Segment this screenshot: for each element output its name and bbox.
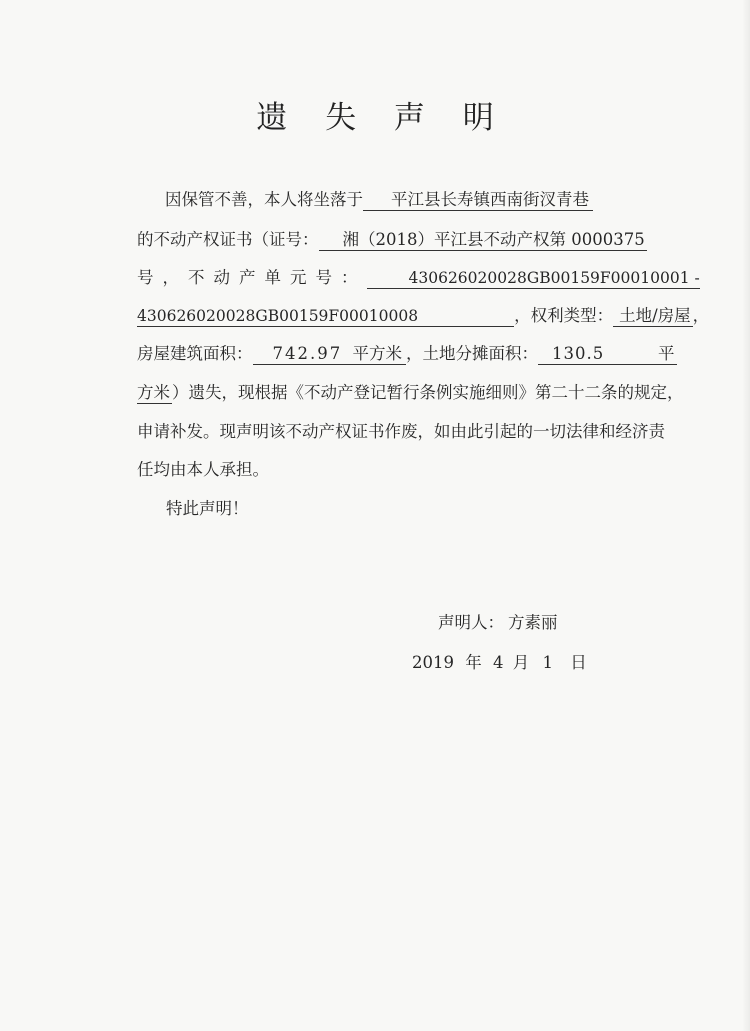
land-area-unit-part1: 平: [640, 344, 677, 365]
certificate-number: 湘（2018）平江县不动产权第 0000375: [319, 230, 647, 251]
date-month-unit: 月: [512, 653, 530, 672]
line6-text: ）遗失，现根据《不动产登记暂行条例实施细则》第二十二条的规定，: [172, 383, 684, 402]
line1-prefix: 因保管不善，本人将坐落于: [165, 190, 363, 209]
rights-type-value: 土地/房屋: [613, 306, 693, 327]
land-area-unit-part2: 方米: [137, 383, 170, 402]
property-location: 平江县长寿镇西南街汊青巷: [363, 190, 593, 211]
signature-line: [438, 609, 558, 633]
body-line-2: [137, 229, 647, 251]
body-line-4: [137, 305, 709, 327]
land-area-label: ，土地分摊面积：: [406, 344, 538, 363]
closing-statement: 特此声明！: [166, 499, 249, 518]
building-area-label: 房屋建筑面积：: [137, 344, 253, 363]
date-year-unit: 年: [465, 653, 482, 672]
signature-label: 声明人：: [438, 613, 504, 632]
body-line-8: 任均由本人承担。: [137, 460, 269, 479]
page-edge-shadow: [742, 0, 750, 1031]
rights-type-label: ，权利类型：: [514, 306, 614, 325]
body-line-7: 申请补发。现声明该不动产权证书作废，如由此引起的一切法律和经济责: [137, 422, 665, 441]
unit-number-end: 430626020028GB00159F00010008: [137, 306, 514, 327]
date-year: 2019: [412, 653, 454, 672]
body-line-6: [137, 382, 684, 404]
date-line: [412, 649, 587, 673]
body-line-3: [137, 267, 700, 289]
signatory-name: 方素丽: [508, 613, 558, 632]
unit-number-start: 430626020028GB00159F00010001 -: [367, 268, 700, 289]
body-line-5: [137, 343, 677, 365]
date-day: 1: [542, 653, 553, 672]
document-title: 遗 失 声 明: [256, 100, 508, 136]
line3-prefix: 号，不动产单元号：: [137, 268, 367, 287]
body-line-1: [165, 189, 593, 211]
date-day-unit: 日: [570, 653, 587, 672]
date-month: 4: [493, 653, 504, 672]
line4-tail: ，: [692, 306, 710, 325]
line2-prefix: 的不动产权证书（证号：: [137, 230, 319, 249]
land-area-value: 130.5: [538, 344, 640, 365]
building-area-unit: 平方米: [349, 344, 407, 365]
building-area-value: 742.97: [253, 344, 349, 365]
